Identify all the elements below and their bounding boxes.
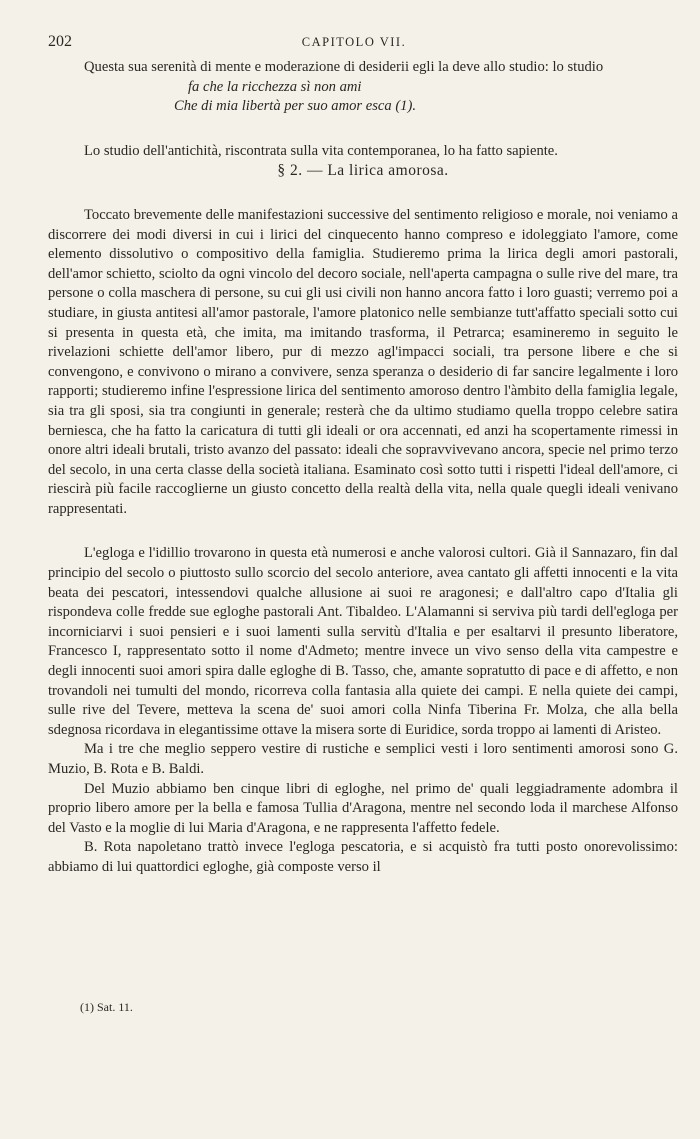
paragraph-three-poets: Ma i tre che meglio seppero vestire di rustiche e semplici vesti i loro sentimenti amorosi sono G. Muzio, B. Rota e B. Baldi. (48, 741, 678, 777)
paragraph-rota: B. Rota napoletano trattò invece l'egloga pescatoria, e si acquistò fra tutti posto onorevolissimo: abbiamo di lui quattordici egloghe, già composte verso il (48, 839, 678, 875)
paragraph-eclogue: L'egloga e l'idillio trovarono in questa età numerosi e anche valorosi cultori. Già il Sannazaro, fin dal principio del secolo o piuttosto sullo scorcio del secolo anteriore, avea cantato gli affetti innocenti e la vita beata dei pescatori, intessendovi qualche allusione ai suoi re aragonesi; e dall'altro capo d'Italia gli rispondeva colle fredde sue egloghe pastorali Ant. Tibaldeo. L'Alamanni si serviva più tardi dell'egloga per incorniciarvi i suoi pensieri e i suoi lamenti sulla servitù d'Italia e per esaltarvi il presunto liberatore, Francesco I, rappresentato sotto il nome d'Admeto; mentre invece un vivo senso della vita campestre e degli innocenti suoi amori spira dalle egloghe di B. Tasso, che, amante sopratutto di pace e di affetto, e non trovandoli nei tumulti del mondo, ricorreva colla fantasia alla quiete dei campi. E nella quiete dei campi, sulle rive del Tevere, metteva la scena de' suoi amori colla Ninfa Tiberina Fr. Molza, che alla bella sdegnosa ricordava in elegantissime ottave la misera sorte di Euridice, sorda troppo ai lamenti di Aristeo. (48, 545, 678, 738)
page-body (48, 58, 678, 878)
paragraph-muzio: Del Muzio abbiamo ben cinque libri di egloghe, nel primo de' quali leggiadramente adombra il proprio libero amore per la bella e famosa Tullia d'Aragona, mentre nel secondo loda il marchese Alfonso del Vasto e la moglie di lui Maria d'Aragona, e ne rappresenta l'affetto fedele. (48, 780, 678, 836)
page-header (48, 33, 660, 55)
study-paragraph: Lo studio dell'antichità, riscontrata sulla vita contemporanea, lo ha fatto sapiente. (84, 142, 558, 159)
page-number: 202 (48, 33, 72, 50)
intro-paragraph: Questa sua serenità di mente e moderazione di desiderii egli la deve allo studio: lo studio (84, 59, 604, 75)
chapter-title: CAPITOLO VII. (301, 35, 407, 49)
footnote: (1) Sat. 11. (80, 1000, 133, 1014)
verse-line-1: fa che la ricchezza sì non ami (188, 78, 362, 95)
paragraph-love-lyric: Toccato brevemente delle manifestazioni successive del sentimento religioso e morale, noi veniamo a discorrere dei modi diversi in cui i lirici del cinquecento hanno compreso e idoleggiato l'amore, come elemento dissolutivo o compositivo della famiglia. Studieremo prima la lirica degli amori pastorali, dell'amor schietto, sciolto da ogni vincolo del decoro sociale, nell'aperta campagna o sulle rive del mare, tra persone o colla maschera di persone, su cui gli usi civili non hanno ancora fatto i loro guasti; verremo poi a studiare, in giusta antitesi all'amor pastorale, l'amore platonico nelle sembianze tutt'affatto speciali sotto cui si presenta in questa età, che imita, ma imitando trasforma, il Petrarca; esamineremo in seguito le rivelazioni schiette dell'amor libero, pur di mezzo agl'impacci sociali, tra persone libere e che si convengono, e convivono o mirano a convivere, senza speranza o desiderio di far sancire legalmente i loro rapporti; studieremo infine l'espressione lirica del sentimento amoroso dentro l'àmbito della famiglia legale, sia tra gli sposi, sia tra congiunti in generale; resterà che da ultimo studiamo quella troppo celebre satira berniesca, che ha fatto la caricatura di tutti gli ideali or ora accennati, ed anzi ha scopertamente rimessi in onore altri ideali brutali, tristo avanzo del passato: ideali che sopravvivevano ancora, specie nel primo terzo del secolo, in una certa classe della società italiana. Esaminato così sotto tutti i rispetti l'ideal dell'amore, ci riescirà più facile raccoglierne un giusto concetto della realtà della vita, nella quale quegli ideali venivano rappresentati. (48, 206, 678, 517)
section-title: § 2. — La lirica amorosa. (277, 162, 449, 180)
verse-line-2: Che di mia libertà per suo amor esca (1). (174, 98, 416, 115)
